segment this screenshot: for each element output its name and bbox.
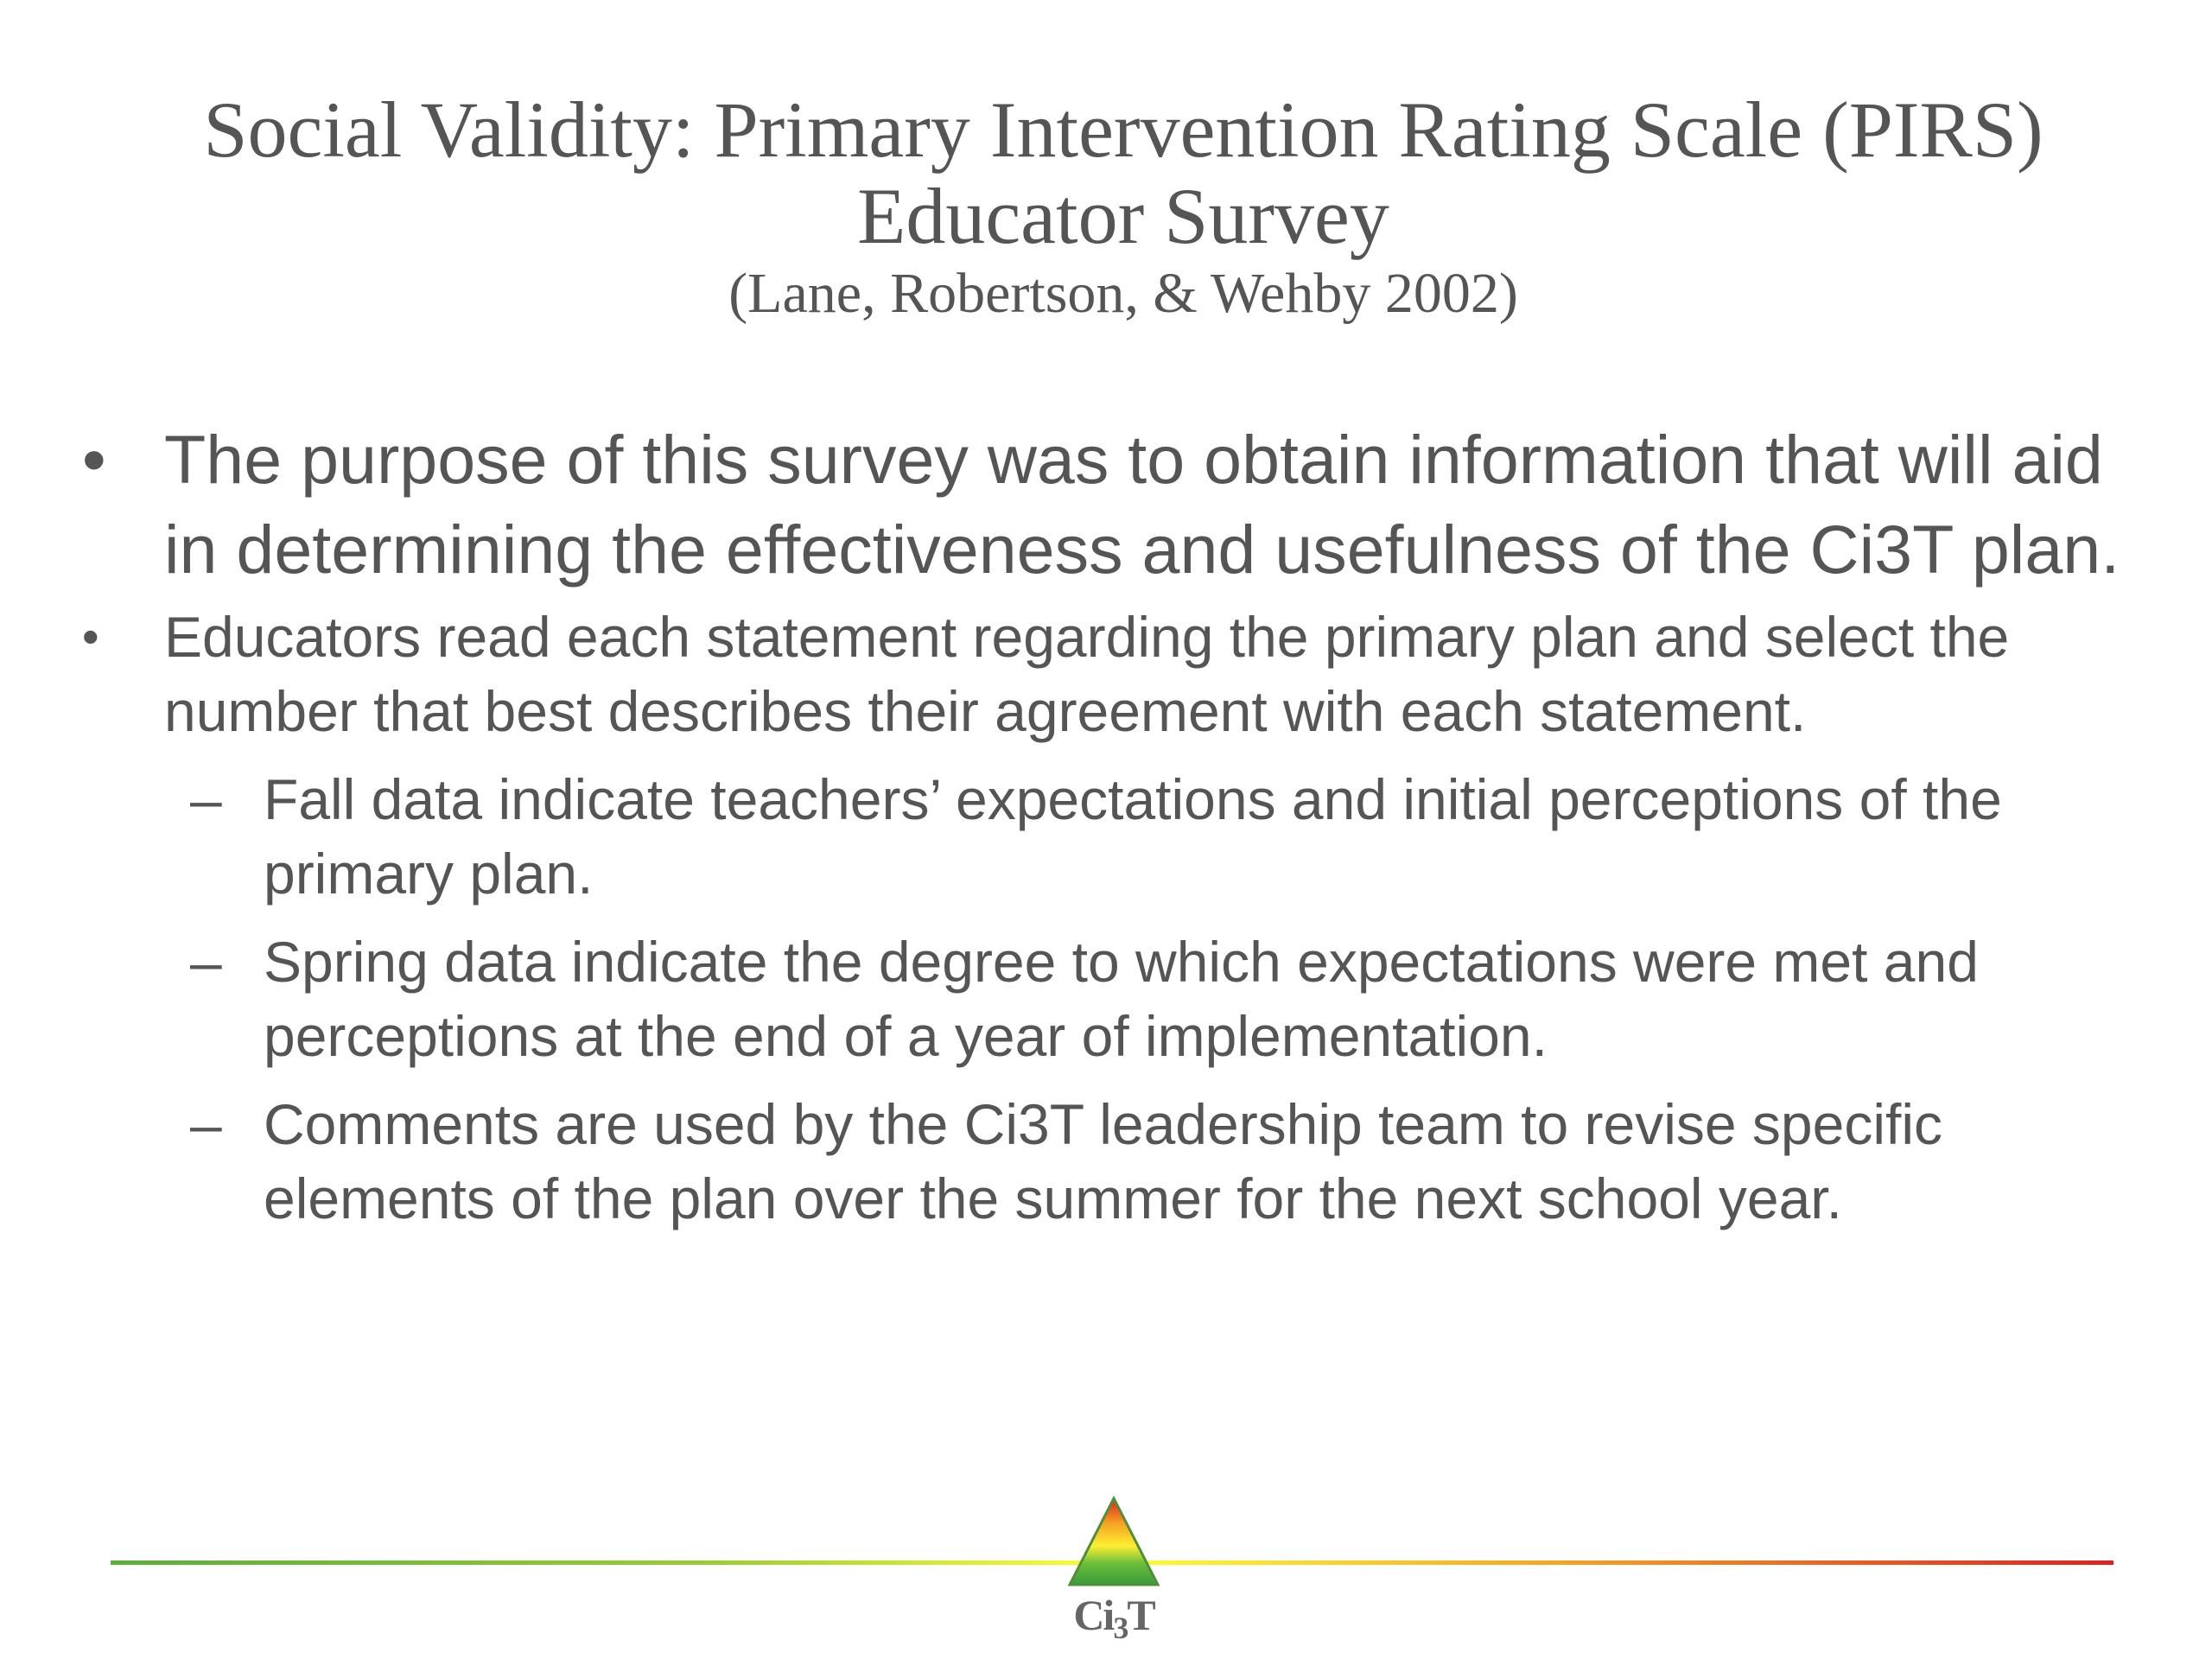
sub-bullet-text: Fall data indicate teachers’ expectations and initial perceptions of the primary plan. xyxy=(264,767,2002,906)
sub-bullet-marker: – xyxy=(190,930,222,994)
title-line-1: Social Validity: Primary Intervention Rating Scale (PIRS) xyxy=(203,86,2044,174)
title-citation: (Lane, Robertson, & Wehby 2002) xyxy=(728,262,1518,325)
triangle-logo-icon xyxy=(1066,1495,1161,1590)
sub-bullet-item xyxy=(190,1087,2164,1236)
bullet-text: The purpose of this survey was to obtain information that will aid in determining the effectiveness and usefulness of the Ci3T plan. xyxy=(164,421,2120,588)
bullet-item xyxy=(82,415,2152,594)
slide-content xyxy=(0,415,2212,1236)
sub-bullet-item xyxy=(190,762,2164,911)
sub-bullet-text: Spring data indicate the degree to which expectations were met and perceptions at the end of a year of implementation. xyxy=(264,930,1979,1068)
ci3t-logo xyxy=(1066,1495,1161,1650)
sub-bullet-text: Comments are used by the Ci3T leadership team to revise specific elements of the plan over the summer for the next school year. xyxy=(264,1092,1943,1230)
logo-wordmark: $Ci_3T$ xyxy=(1073,1591,1154,1645)
bullet-text: Educators read each statement regarding the primary plan and select the number that best describes their agreement with each statement. xyxy=(164,605,2010,743)
sub-bullet-marker: – xyxy=(190,1092,222,1156)
slide-footer xyxy=(0,1469,2212,1659)
title-line-2: Educator Survey xyxy=(857,172,1389,260)
sub-bullet-item xyxy=(190,925,2164,1073)
slide-title xyxy=(86,86,2160,328)
bullet-item xyxy=(82,600,2152,748)
sub-bullet-marker: – xyxy=(190,767,222,831)
bullet-marker: • xyxy=(82,421,106,498)
bullet-marker: • xyxy=(82,609,99,664)
